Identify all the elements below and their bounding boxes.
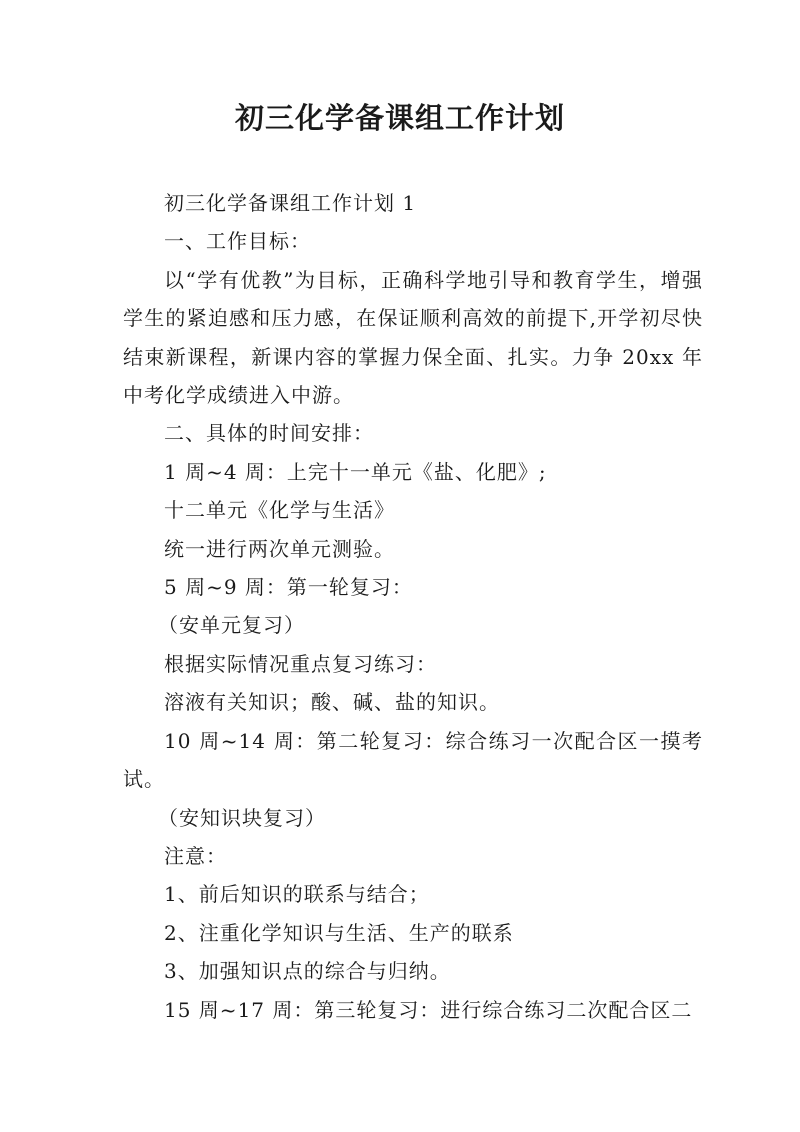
paragraph: 以“学有优教”为目标，正确科学地引导和教育学生，增强学生的紧迫感和压力感，在保证顺利高效的前提下,开学初尽快结束新课程，新课内容的掌握力保全面、扎实。力争 20xx 年中考化学成绩进入中游。 (123, 267, 703, 408)
paragraph-line: 15 周~17 周：第三轮复习：进行综合练习二次配合区二 (164, 997, 693, 1022)
paragraph-line: 注意： (164, 843, 227, 868)
paragraph-line: 二、具体的时间安排： (164, 421, 374, 446)
document-title: 初三化学备课组工作计划 (234, 101, 565, 135)
paragraph-line: 一、工作目标： (164, 229, 311, 254)
paragraph-line: 溶液有关知识；酸、碱、盐的知识。 (164, 690, 500, 715)
document-body (123, 184, 703, 1029)
paragraph-line: 根据实际情况重点复习练习： (164, 651, 437, 676)
paragraph-line: 3、加强知识点的综合与归纳。 (164, 959, 451, 984)
paragraph-line: 1 周~4 周：上完十一单元《盐、化肥》; (164, 459, 547, 484)
paragraph: 10 周~14 周：第二轮复习：综合练习一次配合区一摸考试。 (123, 728, 703, 792)
paragraph-line: 1、前后知识的联系与结合； (164, 882, 430, 907)
paragraph-line: 十二单元《化学与生活》 (164, 498, 395, 523)
paragraph-line: 2、注重化学知识与生活、生产的联系 (164, 920, 514, 945)
paragraph-line: 统一进行两次单元测验。 (164, 536, 395, 561)
paragraph-line: 5 周~9 周：第一轮复习： (164, 575, 413, 600)
paragraph-line: （安知识块复习） (158, 805, 326, 830)
paragraph-line: （安单元复习） (158, 613, 305, 638)
section-heading: 初三化学备课组工作计划 1 (164, 191, 417, 215)
